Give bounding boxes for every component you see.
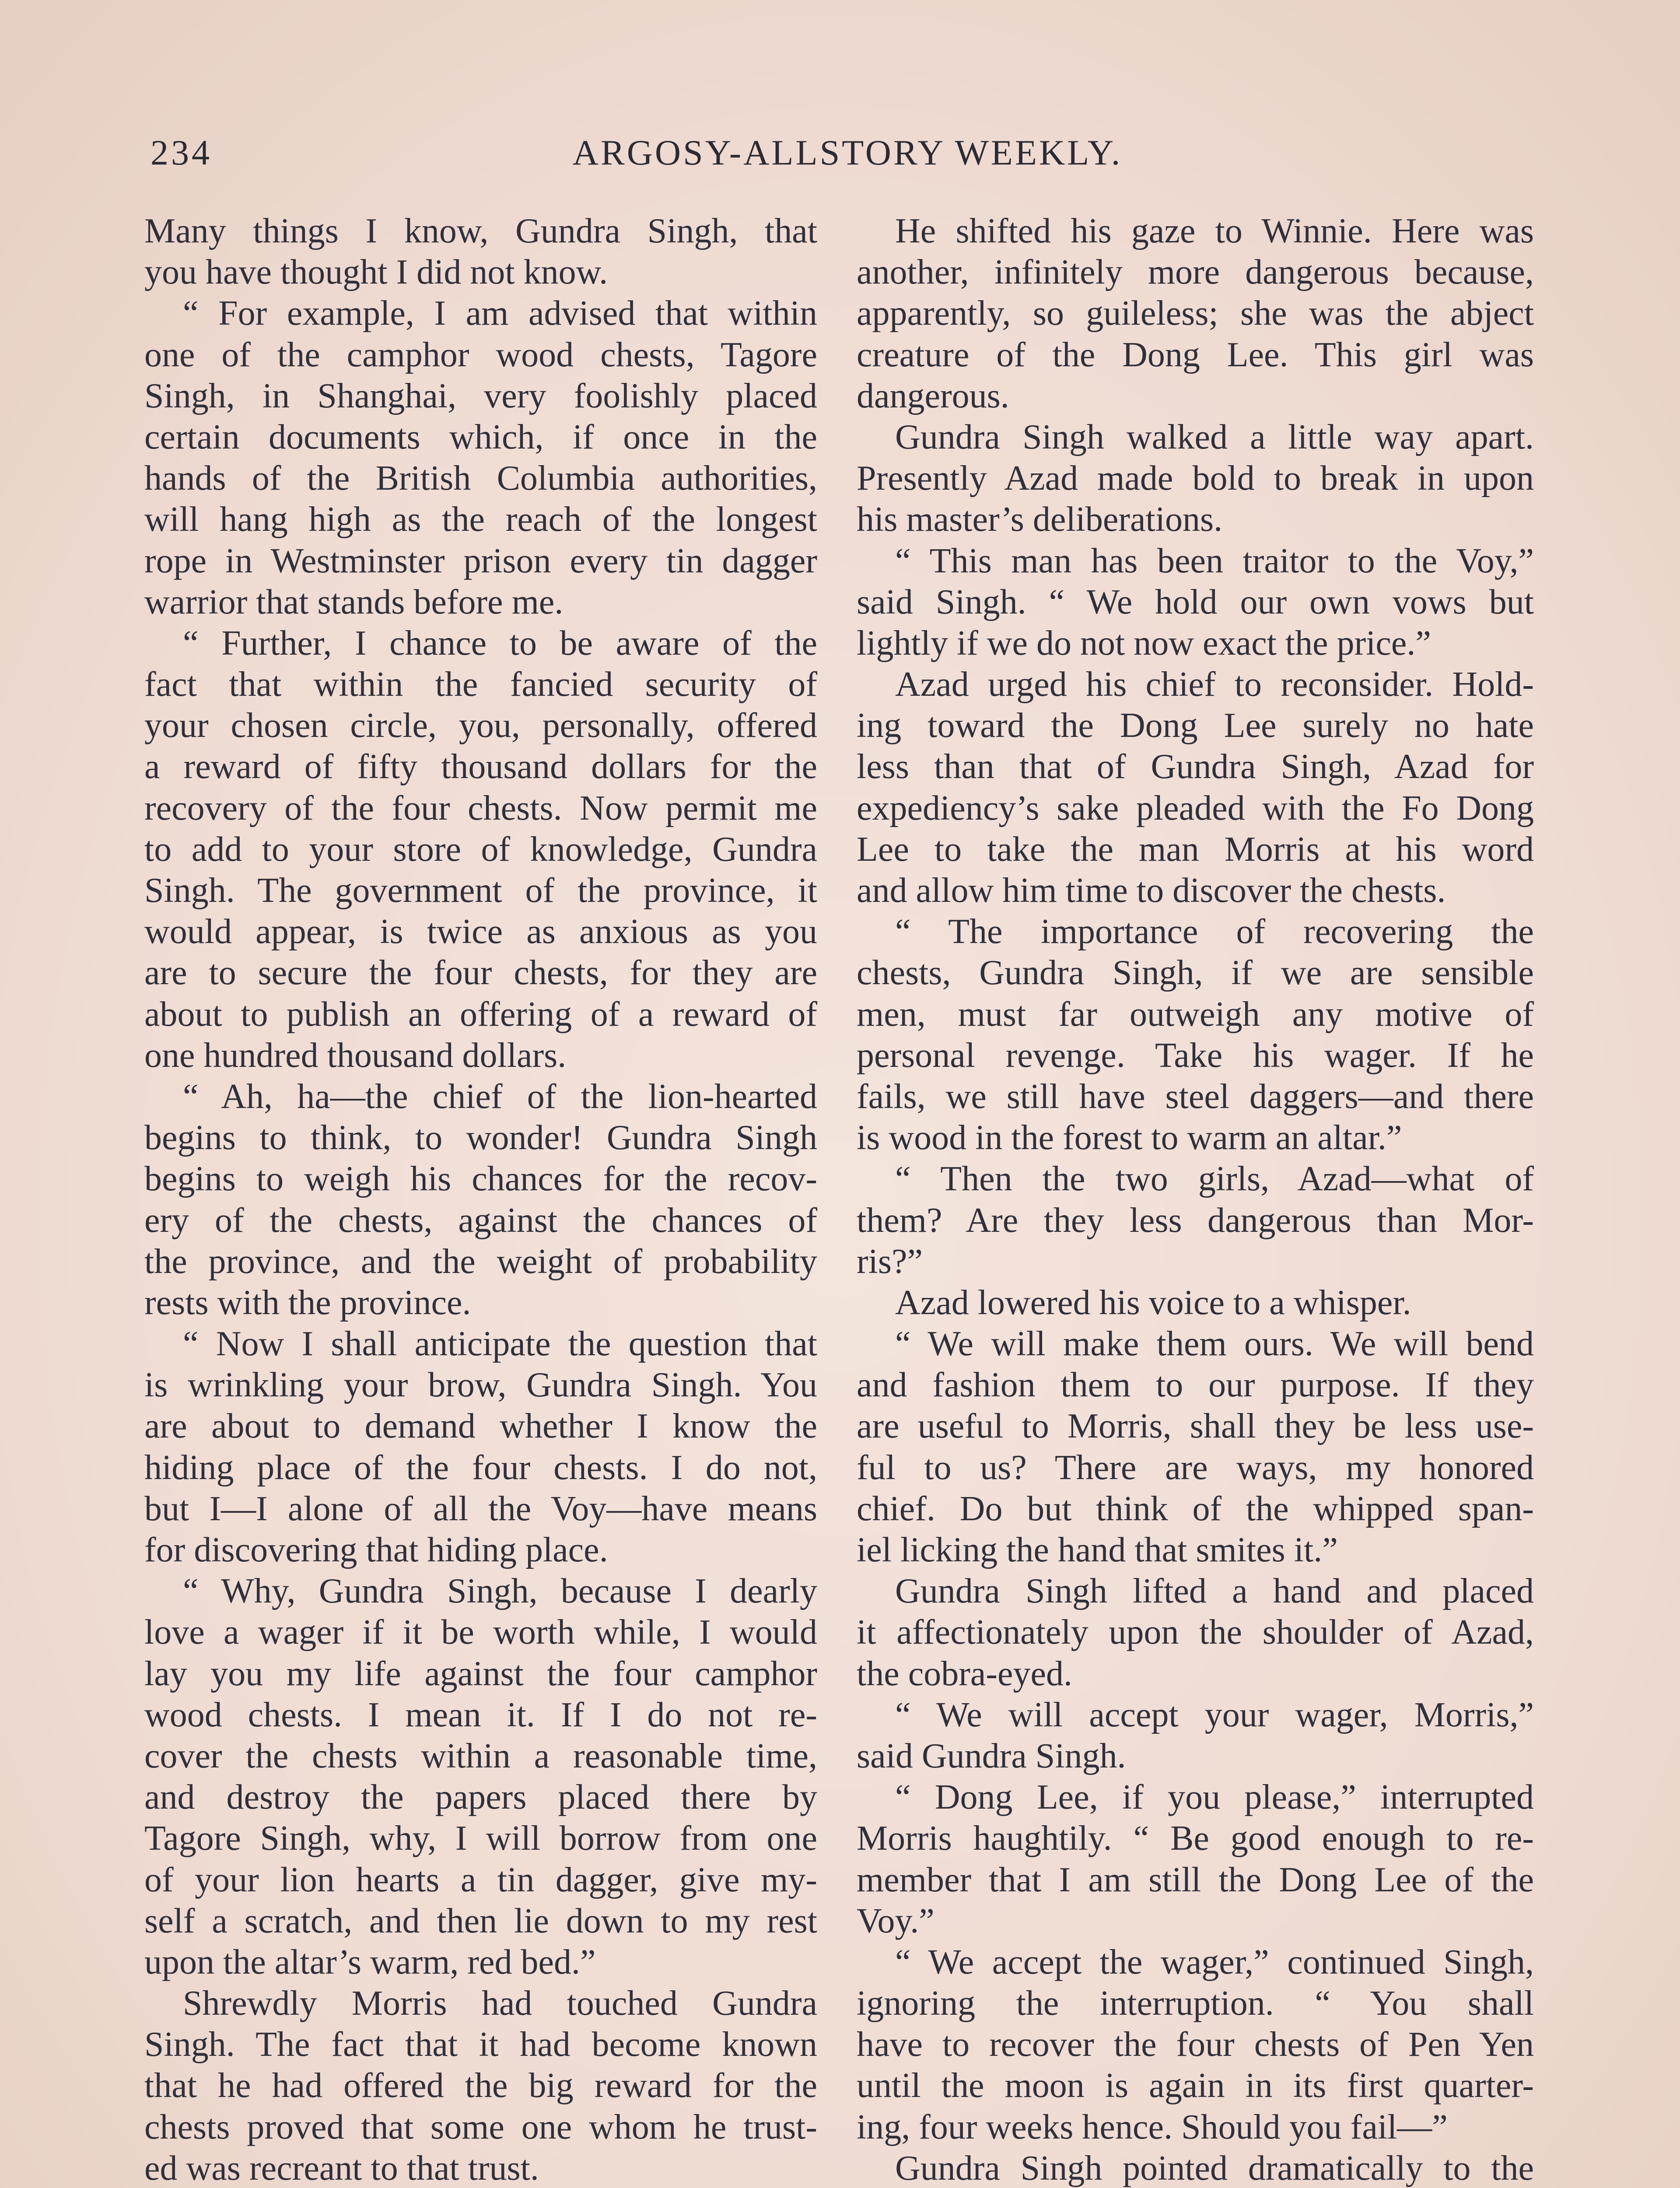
text-line: until the moon is again in its first quarter-: [857, 2066, 1534, 2105]
text-line: ery of the chests, against the chances of: [144, 1201, 817, 1240]
text-line: a reward of fifty thousand dollars for the: [144, 747, 817, 786]
text-line: will hang high as the reach of the longest: [144, 500, 817, 539]
text-line: “ For example, I am advised that within: [183, 294, 817, 333]
text-line: He shifted his gaze to Winnie. Here was: [895, 212, 1534, 250]
text-line: Tagore Singh, why, I will borrow from one: [144, 1819, 817, 1858]
text-line: about to publish an offering of a reward of: [144, 995, 817, 1034]
text-line: fails, we still have steel daggers—and there: [857, 1077, 1534, 1116]
text-line: “ The importance of recovering the: [895, 912, 1534, 951]
text-line: are to secure the four chests, for they are: [144, 954, 817, 992]
text-line: Azad urged his chief to reconsider. Hold-: [895, 665, 1534, 704]
text-line: recovery of the four chests. Now permit me: [144, 789, 817, 828]
text-line: and destroy the papers placed there by: [144, 1778, 817, 1817]
text-line: “ This man has been traitor to the Voy,”: [895, 541, 1534, 580]
text-line: “ Further, I chance to be aware of the: [183, 624, 817, 663]
text-line: Presently Azad made bold to break in upon: [857, 459, 1534, 498]
text-line: and allow him time to discover the chests.: [857, 871, 1446, 910]
paragraph: [857, 2148, 1534, 2188]
text-line: less than that of Gundra Singh, Azad for: [857, 747, 1534, 786]
text-line: lightly if we do not now exact the price.”: [857, 624, 1431, 663]
text-line: you have thought I did not know.: [144, 253, 608, 292]
text-line: it affectionately upon the shoulder of Azad,: [857, 1613, 1534, 1652]
text-line: is wood in the forest to warm an altar.”: [857, 1119, 1402, 1157]
paragraph: [144, 1571, 817, 1983]
text-line: Voy.”: [857, 1901, 934, 1940]
text-line: hiding place of the four chests. I do not,: [144, 1448, 817, 1487]
paragraph: [857, 1777, 1534, 1942]
paragraph: [857, 1694, 1534, 1777]
text-line: “ We accept the wager,” continued Singh,: [895, 1943, 1534, 1981]
text-line: lay you my life against the four camphor: [144, 1654, 817, 1693]
text-line: are about to demand whether I know the: [144, 1407, 817, 1446]
paragraph: [857, 1282, 1534, 1323]
text-line: fact that within the fancied security of: [144, 665, 817, 704]
text-line: chief. Do but think of the whipped span-: [857, 1489, 1534, 1528]
text-line: begins to weigh his chances for the recov-: [144, 1160, 817, 1199]
text-line: apparently, so guileless; she was the abject: [857, 294, 1534, 333]
magazine-title: ARGOSY-ALLSTORY WEEKLY.: [572, 133, 1123, 172]
text-line: “ Why, Gundra Singh, because I dearly: [183, 1572, 817, 1611]
text-line: said Gundra Singh.: [857, 1736, 1126, 1775]
text-line: cover the chests within a reasonable time,: [144, 1736, 817, 1775]
text-line: are useful to Morris, shall they be less use-: [857, 1407, 1534, 1446]
text-line: certain documents which, if once in the: [144, 417, 817, 456]
text-line: love a wager if it be worth while, I would: [144, 1613, 817, 1652]
text-line: rope in Westminster prison every tin dagger: [144, 541, 817, 580]
text-line: member that I am still the Dong Lee of the: [857, 1860, 1534, 1899]
text-line: ignoring the interruption. “ You shall: [857, 1984, 1534, 2023]
text-line: Singh, in Shanghai, very foolishly placed: [144, 376, 817, 415]
text-line: begins to think, to wonder! Gundra Singh: [144, 1119, 817, 1157]
text-line: self a scratch, and then lie down to my rest: [144, 1901, 817, 1940]
text-line: and fashion them to our purpose. If they: [857, 1366, 1534, 1405]
paragraph: [857, 1571, 1534, 1694]
text-line: would appear, is twice as anxious as you: [144, 912, 817, 951]
text-line: them? Are they less dangerous than Mor-: [857, 1201, 1534, 1240]
text-line: ris?”: [857, 1242, 923, 1281]
right-column: [857, 210, 1534, 2188]
text-line: for discovering that hiding place.: [144, 1531, 608, 1569]
paragraph: [857, 417, 1534, 540]
text-line: ing toward the Dong Lee surely no hate: [857, 706, 1534, 745]
text-line: dangerous.: [857, 376, 1009, 415]
text-line: chests, Gundra Singh, if we are sensible: [857, 954, 1534, 992]
text-line: ful to us? There are ways, my honored: [857, 1448, 1534, 1487]
paragraph: [857, 1323, 1534, 1571]
paragraph: [144, 293, 817, 623]
paragraph: [144, 623, 817, 1076]
paragraph: [144, 210, 817, 293]
paragraph: [857, 1158, 1534, 1282]
text-line: said Singh. “ We hold our own vows but: [857, 582, 1534, 621]
text-line: another, infinitely more dangerous because,: [857, 253, 1534, 292]
text-line: have to recover the four chests of Pen Yen: [857, 2025, 1534, 2064]
text-line: warrior that stands before me.: [144, 582, 564, 621]
paragraph: [857, 664, 1534, 911]
text-line: “ Ah, ha—the chief of the lion-hearted: [183, 1077, 817, 1116]
text-line: “ We will accept your wager, Morris,”: [895, 1695, 1534, 1734]
text-line: iel licking the hand that smites it.”: [857, 1531, 1338, 1569]
paragraph: [144, 1983, 817, 2188]
text-line: Morris haughtily. “ Be good enough to re-: [857, 1819, 1534, 1858]
text-line: Azad lowered his voice to a whisper.: [895, 1283, 1411, 1322]
text-line: expediency’s sake pleaded with the Fo Dong: [857, 789, 1534, 828]
text-line: Lee to take the man Morris at his word: [857, 830, 1534, 869]
page-number: 234: [150, 133, 212, 172]
text-line: “ Dong Lee, if you please,” interrupted: [895, 1778, 1534, 1817]
text-line: men, must far outweigh any motive of: [857, 995, 1534, 1034]
text-line: upon the altar’s warm, red bed.”: [144, 1943, 596, 1981]
text-line: but I—I alone of all the Voy—have means: [144, 1489, 817, 1528]
text-line: creature of the Dong Lee. This girl was: [857, 335, 1534, 374]
text-line: Gundra Singh walked a little way apart.: [895, 417, 1534, 456]
text-line: “ We will make them ours. We will bend: [895, 1325, 1534, 1364]
text-line: ing, four weeks hence. Should you fail—”: [857, 2107, 1448, 2146]
text-line: rests with the province.: [144, 1283, 471, 1322]
paragraph: [857, 540, 1534, 664]
text-line: Gundra Singh lifted a hand and placed: [895, 1572, 1534, 1611]
paragraph: [857, 1942, 1534, 2148]
text-line: the province, and the weight of probability: [144, 1242, 817, 1281]
text-line: hands of the British Columbia authorities,: [144, 459, 817, 498]
text-line: is wrinkling your brow, Gundra Singh. You: [144, 1366, 817, 1405]
text-line: one hundred thousand dollars.: [144, 1036, 567, 1075]
text-line: wood chests. I mean it. If I do not re-: [144, 1695, 817, 1734]
text-line: your chosen circle, you, personally, offered: [144, 706, 817, 745]
text-line: Singh. The government of the province, it: [144, 871, 817, 910]
paragraph: [857, 210, 1534, 417]
text-line: personal revenge. Take his wager. If he: [857, 1036, 1534, 1075]
text-line: Singh. The fact that it had become known: [144, 2025, 817, 2064]
text-line: that he had offered the big reward for the: [144, 2066, 817, 2105]
paragraph: [144, 1323, 817, 1571]
text-line: chests proved that some one whom he trust-: [144, 2107, 817, 2146]
text-line: the cobra-eyed.: [857, 1654, 1073, 1693]
paragraph: [144, 1076, 817, 1323]
text-line: “ Now I shall anticipate the question that: [183, 1325, 817, 1364]
text-line: of your lion hearts a tin dagger, give my-: [144, 1860, 817, 1899]
text-line: one of the camphor wood chests, Tagore: [144, 335, 817, 374]
text-line: Gundra Singh pointed dramatically to the: [895, 2149, 1534, 2188]
text-line: to add to your store of knowledge, Gundra: [144, 830, 817, 869]
left-column: [144, 210, 817, 2188]
text-line: Shrewdly Morris had touched Gundra: [183, 1984, 817, 2023]
text-line: his master’s deliberations.: [857, 500, 1223, 539]
text-line: ed was recreant to that trust.: [144, 2149, 539, 2188]
text-line: “ Then the two girls, Azad—what of: [895, 1160, 1534, 1199]
paragraph: [857, 911, 1534, 1158]
text-line: Many things I know, Gundra Singh, that: [144, 212, 817, 250]
